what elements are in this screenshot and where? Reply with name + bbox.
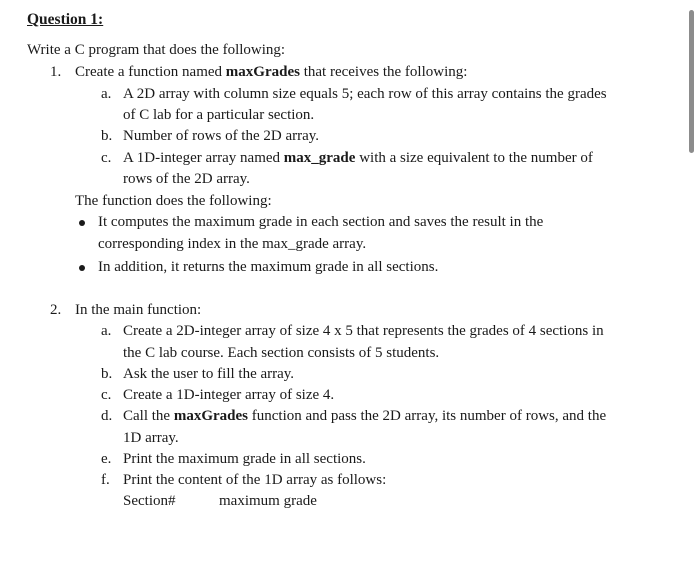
part1-item-c-marker: c. bbox=[101, 150, 112, 166]
part2-item-a-marker: a. bbox=[101, 323, 112, 339]
part2-item-d-marker: d. bbox=[101, 408, 113, 424]
question-title: Question 1: bbox=[27, 11, 104, 28]
part1-item-c-line1: A 1D-integer array named max_grade with a size equivalent to the number of bbox=[123, 150, 593, 166]
part1-item-a-line2: of C lab for a particular section. bbox=[123, 107, 315, 123]
part2-item-c-marker: c. bbox=[101, 387, 112, 403]
part2-item-b-line1: Ask the user to fill the array. bbox=[123, 366, 295, 382]
part2-item-f-marker: f. bbox=[101, 472, 110, 488]
question-intro: Write a C program that does the following: bbox=[27, 42, 286, 58]
part1-item-c-line2: rows of the 2D array. bbox=[123, 171, 250, 187]
part2-item-d-line2: 1D array. bbox=[123, 430, 179, 446]
bullet-2-line1: In addition, it returns the maximum grade in all sections. bbox=[98, 259, 439, 275]
part1-item-b-marker: b. bbox=[101, 128, 113, 144]
bullet-1-line2: corresponding index in the max_grade array. bbox=[98, 236, 367, 252]
part2-item-e-line1: Print the maximum grade in all sections. bbox=[123, 451, 366, 467]
part2-heading: In the main function: bbox=[75, 302, 202, 318]
part1-item-a-marker: a. bbox=[101, 86, 112, 102]
part2-item-d-line1: Call the maxGrades function and pass the 2D array, its number of rows, and the bbox=[123, 408, 607, 424]
part2-item-e-marker: e. bbox=[101, 451, 112, 467]
part1-item-b-line1: Number of rows of the 2D array. bbox=[123, 128, 320, 144]
bullet-icon bbox=[79, 220, 85, 226]
part2-item-c-line1: Create a 1D-integer array of size 4. bbox=[123, 387, 335, 403]
part2-item-a-line1: Create a 2D-integer array of size 4 x 5 that represents the grades of 4 sections in bbox=[123, 323, 604, 339]
vertical-scrollbar[interactable] bbox=[689, 10, 694, 153]
part2-item-f-line1: Print the content of the 1D array as follows: bbox=[123, 472, 387, 488]
part2-number: 2. bbox=[50, 302, 62, 318]
part2-item-b-marker: b. bbox=[101, 366, 113, 382]
part1-item-a-line1: A 2D array with column size equals 5; each row of this array contains the grades bbox=[123, 86, 607, 102]
function-does-heading: The function does the following: bbox=[75, 193, 272, 209]
output-column-section: Section# bbox=[123, 493, 176, 509]
part2-item-a-line2: the C lab course. Each section consists of 5 students. bbox=[123, 345, 440, 361]
bullet-1-line1: It computes the maximum grade in each section and saves the result in the bbox=[98, 214, 544, 230]
part1-heading: Create a function named maxGrades that receives the following: bbox=[75, 64, 468, 80]
part1-number: 1. bbox=[50, 64, 62, 80]
bullet-icon bbox=[79, 265, 85, 271]
function-name: maxGrades bbox=[225, 64, 300, 80]
output-column-max-grade: maximum grade bbox=[219, 493, 317, 509]
